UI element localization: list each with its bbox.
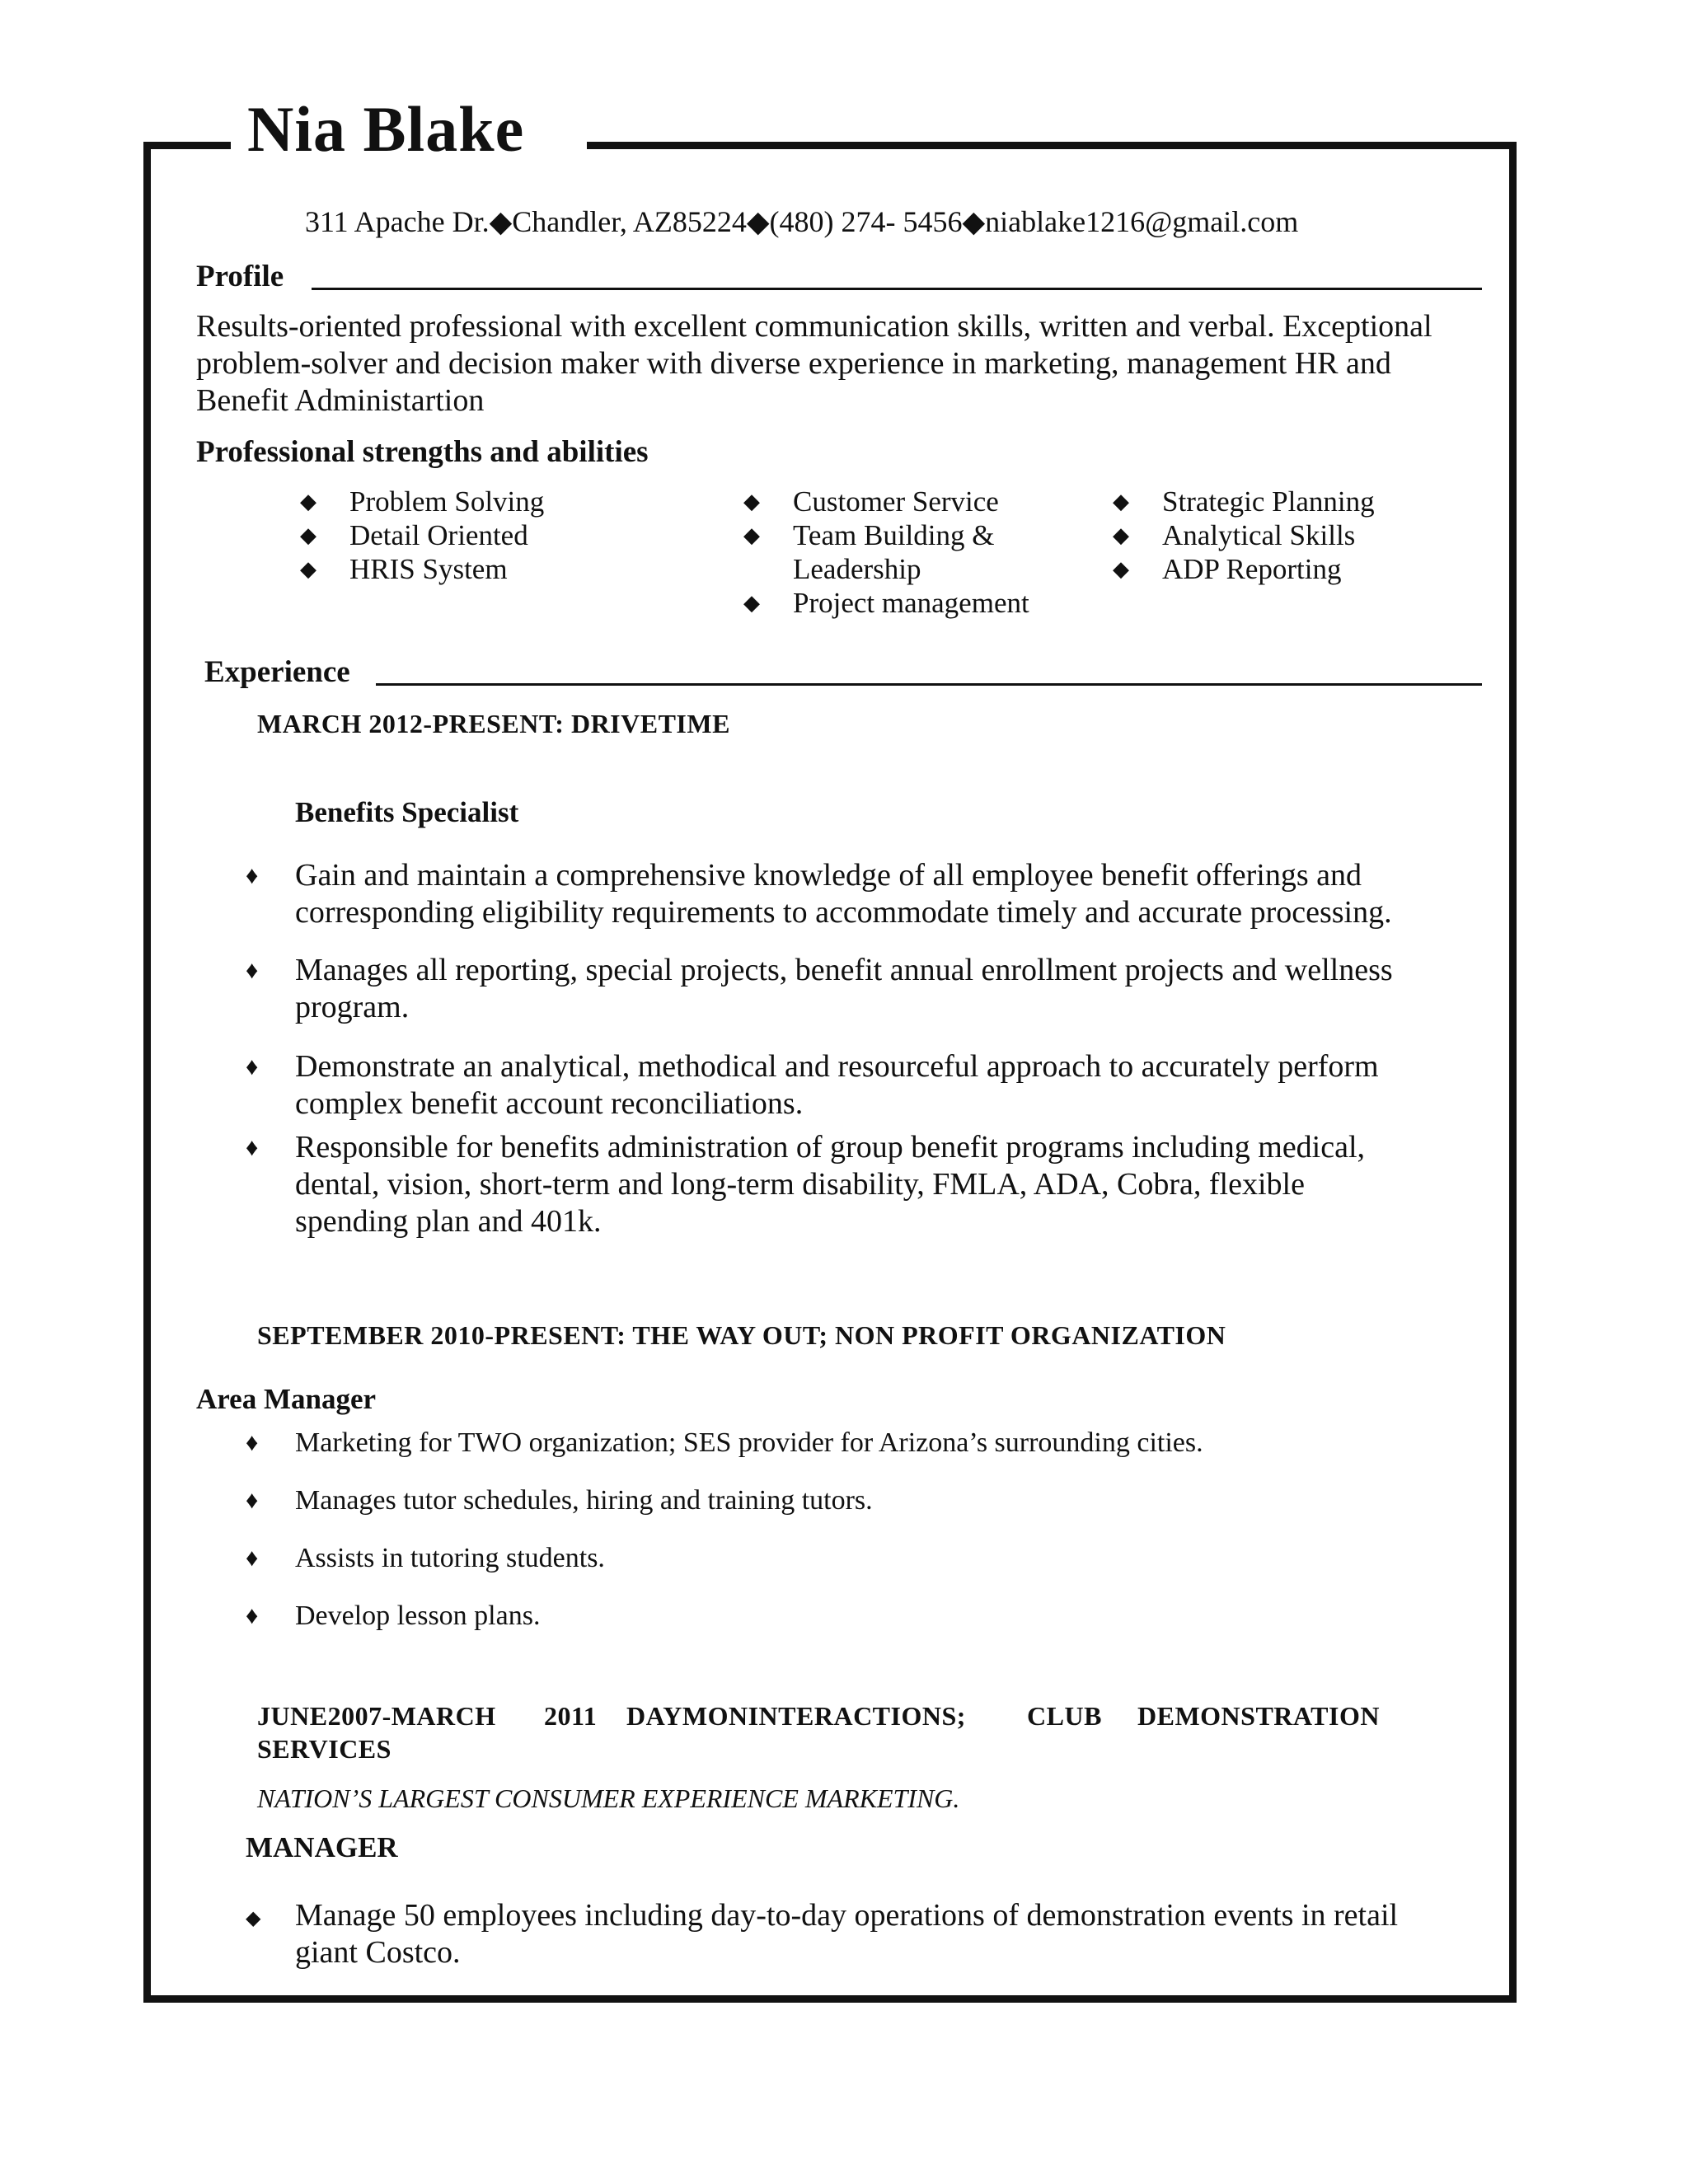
skill-item: ◆ Team Building & bbox=[743, 519, 995, 551]
job-role: Area Manager bbox=[196, 1383, 377, 1415]
skill-item: ◆ Detail Oriented bbox=[300, 519, 528, 551]
experience-heading: Experience bbox=[204, 655, 350, 689]
job-bullet: ♦ Develop lesson plans. bbox=[295, 1599, 540, 1633]
job-tagline: NATION’S LARGEST CONSUMER EXPERIENCE MARKETING. bbox=[257, 1783, 960, 1813]
profile-heading: Profile bbox=[196, 260, 284, 293]
diamond-bullet-icon: ◆ bbox=[743, 490, 760, 513]
contact-line: 311 Apache Dr.◆Chandler, AZ85224◆(480) 274- 5456◆niablake1216@gmail.com bbox=[305, 205, 1299, 238]
diamond-bullet-icon: ◆ bbox=[300, 557, 316, 581]
diamond-bullet-icon: ♦ bbox=[246, 1544, 259, 1572]
job-bullet: ♦ Gain and maintain a comprehensive knowledge of all employee benefit offerings and corresponding eligibility requirements to accommodate timely and accurate processing. bbox=[246, 858, 1392, 930]
job-role: MANAGER bbox=[246, 1831, 398, 1863]
job-bullet: ♦ Assists in tutoring students. bbox=[295, 1541, 605, 1576]
profile-line: Results-oriented professional with excellent communication skills, written and verbal. Exceptional bbox=[196, 309, 1432, 344]
job-header: SEPTEMBER 2010-PRESENT: THE WAY OUT; NON PROFIT ORGANIZATION bbox=[257, 1320, 1226, 1350]
skill-item: ◆ Project management bbox=[743, 587, 1029, 619]
profile-summary bbox=[196, 308, 1482, 419]
job-bullet: ♦ Responsible for benefits administration of group benefit programs including medical, dental, vision, short-term and long-term disability, FMLA, ADA, Cobra, flexible spending plan and 401k. bbox=[246, 1130, 1366, 1239]
profile-line: problem-solver and decision maker with diverse experience in marketing, management HR and bbox=[196, 346, 1391, 381]
diamond-bullet-icon: ♦ bbox=[246, 1053, 259, 1080]
job-header-word: CLUB bbox=[1027, 1701, 1102, 1731]
job-bullet: ♦ Demonstrate an analytical, methodical and resourceful approach to accurately perform complex benefit account reconciliations. bbox=[246, 1049, 1379, 1121]
job-bullet: ♦ Manages all reporting, special projects, benefit annual enrollment projects and wellness program. bbox=[246, 953, 1393, 1024]
job-header-word: DEMONSTRATION bbox=[1137, 1701, 1380, 1731]
job-header: MARCH 2012-PRESENT: DRIVETIME bbox=[257, 709, 730, 738]
skills-column-2 bbox=[743, 485, 1029, 620]
job-bullet: ♦ Marketing for TWO organization; SES provider for Arizona’s surrounding cities. bbox=[295, 1426, 1203, 1460]
diamond-bullet-icon: ◆ bbox=[1113, 490, 1129, 513]
diamond-bullet-icon: ◆ bbox=[300, 523, 316, 547]
job-header-word: JUNE2007-MARCH bbox=[257, 1701, 496, 1731]
profile-line: Benefit Administartion bbox=[196, 383, 485, 418]
diamond-bullet-icon: ◆ bbox=[246, 1908, 261, 1929]
diamond-bullet-icon: ♦ bbox=[246, 1487, 259, 1514]
skill-item: ◆ Customer Service bbox=[743, 485, 999, 518]
skills-column-3 bbox=[1113, 485, 1375, 586]
diamond-bullet-icon: ◆ bbox=[1113, 557, 1129, 581]
diamond-bullet-icon: ◆ bbox=[743, 591, 760, 615]
job-role: Benefits Specialist bbox=[295, 796, 519, 828]
skill-item: ◆ HRIS System bbox=[300, 553, 508, 585]
diamond-bullet-icon: ♦ bbox=[246, 1429, 259, 1456]
experience-rule bbox=[376, 683, 1482, 686]
job-header-word: 2011 bbox=[544, 1701, 598, 1731]
diamond-bullet-icon: ◆ bbox=[743, 523, 760, 547]
skill-item-continued: Leadership bbox=[793, 553, 921, 585]
job-bullet: ♦ Manages tutor schedules, hiring and training tutors. bbox=[295, 1483, 873, 1518]
skill-item: ◆ Analytical Skills bbox=[1113, 519, 1356, 551]
diamond-bullet-icon: ♦ bbox=[246, 1134, 259, 1161]
diamond-bullet-icon: ♦ bbox=[246, 957, 259, 984]
candidate-name: Nia Blake bbox=[247, 93, 525, 165]
job-header-line2: SERVICES bbox=[257, 1734, 392, 1764]
job-bullet: ◆ Manage 50 employees including day-to-day operations of demonstration events in retail giant Costco. bbox=[246, 1898, 1399, 1970]
diamond-bullet-icon: ♦ bbox=[246, 862, 259, 889]
diamond-bullet-icon: ◆ bbox=[1113, 523, 1129, 547]
skill-item: ◆ Problem Solving bbox=[300, 485, 545, 518]
profile-rule bbox=[312, 288, 1482, 290]
diamond-bullet-icon: ◆ bbox=[300, 490, 316, 513]
skills-column-1 bbox=[300, 485, 544, 586]
skill-item: ◆ Strategic Planning bbox=[1113, 485, 1375, 518]
strengths-heading: Professional strengths and abilities bbox=[196, 435, 649, 469]
job-header-word: DAYMONINTERACTIONS; bbox=[626, 1701, 966, 1731]
skill-item: ◆ ADP Reporting bbox=[1113, 553, 1342, 585]
diamond-bullet-icon: ♦ bbox=[246, 1602, 259, 1629]
